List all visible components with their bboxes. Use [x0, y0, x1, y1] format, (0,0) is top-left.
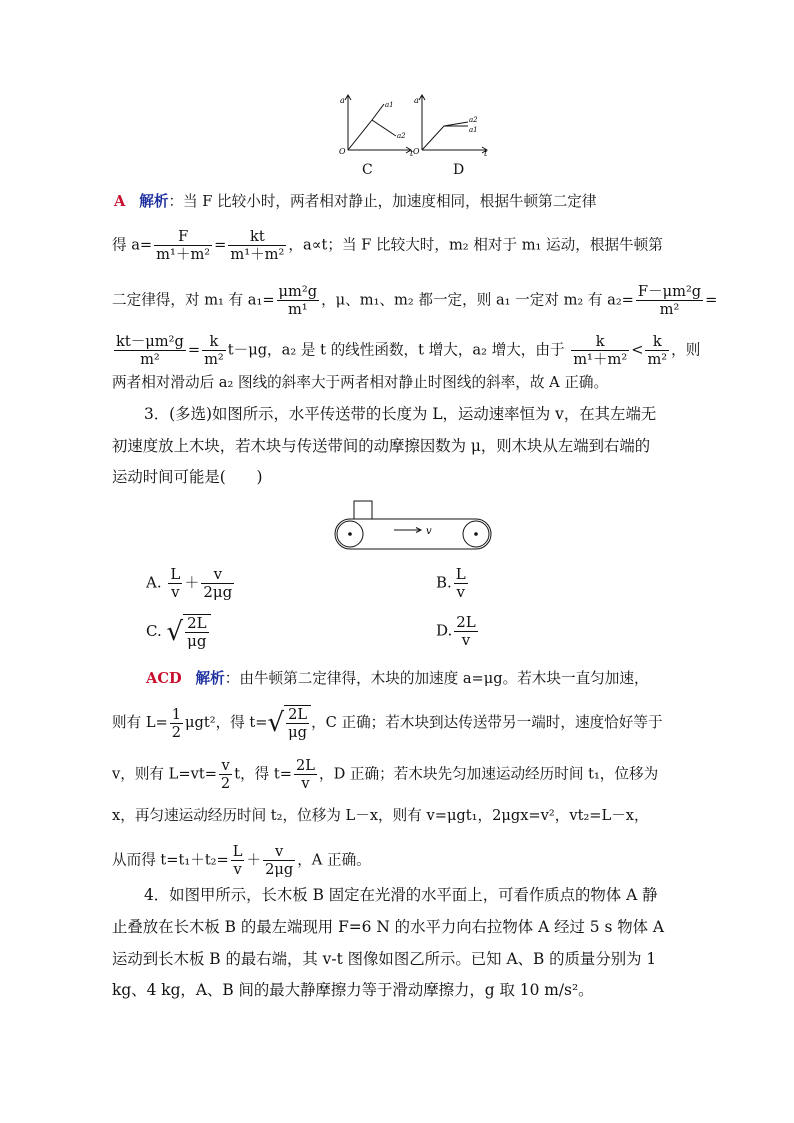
q3-stem-line2: 初速度放上木块，若木块与传送带间的动摩擦因数为 μ，则木块从左端到右端的 [112, 437, 651, 455]
belt-velocity-label: v [426, 526, 432, 537]
q4-stem-line1: 4．如图甲所示，长木板 B 固定在光滑的水平面上，可看作质点的物体 A 静 [144, 886, 658, 904]
q2-solution-line3: 二定律得，对 m₁ 有 a₁= $\frac{\text{μm²g}}{\text{m¹}}$ ，μ、m₁、m₂ 都一定，则 a₁ 一定对 m₂ 有 a₂= $\frac{\text{F－μm²g}}{\text{m²}}$ = [112, 283, 718, 318]
graph-d [412, 92, 492, 156]
graph-c-curve2-label: a2 [397, 132, 406, 140]
option-a[interactable]: A. $\frac{L}{v}$ ＋ $\frac{v}{2\mu g}$ [146, 565, 233, 601]
option-b[interactable]: B. $\frac{L}{v}$ [436, 565, 466, 601]
graph-c [336, 92, 416, 156]
conveyor-belt-figure [334, 499, 494, 551]
graph-d-curve1-label: a2 [469, 116, 478, 124]
graph-c-curve1-label: a1 [385, 101, 394, 109]
answer-tag-q3: ACD [146, 670, 182, 687]
graph-d-ylabel: a [414, 96, 419, 105]
analysis-tag-q3: 解析 [195, 670, 225, 687]
q3-solution-line3: v，则有 L=vt= $\frac{v}{2}$ t，得 t= $\frac{2L}{v}$ ，D 正确；若木块先匀加速运动经历时间 t₁，位移为 [112, 757, 659, 792]
graph-d-xlabel: t [484, 149, 488, 156]
graph-d-origin: O [413, 147, 420, 156]
q4-stem-line3: 运动到长木板 B 的最右端，其 v-t 图像如图乙所示。已知 A、B 的质量分别为 1 [112, 950, 657, 968]
q4-stem-line2: 止叠放在长木板 B 的最左端现用 F=6 N 的水平力向右拉物体 A 经过 5 s 物体 A [112, 918, 665, 936]
q2-solution-line2: 得 a= $\frac{F}{\text{m¹＋m²}}$ = $\frac{kt}{\text{m¹＋m²}}$ ，a∝t；当 F 比较大时，m₂ 相对于 m₁ 运动，根据牛顿第 [112, 228, 663, 263]
q4-stem-line4: kg、4 kg，A、B 间的最大静摩擦力等于滑动摩擦力，g 取 10 m/s²。 [112, 981, 594, 999]
q3-solution-line1: ACD 解析：由牛顿第二定律得，木块的加速度 a=μg。若木块一直匀加速， [146, 670, 649, 687]
option-d[interactable]: D. $\frac{2L}{v}$ [436, 613, 476, 649]
analysis-tag: 解析 [139, 193, 169, 210]
caption-c: C [362, 162, 373, 178]
option-c[interactable]: C. √ $\frac{2L}{\mu g}$ [146, 614, 211, 650]
caption-d: D [453, 162, 465, 178]
q3-stem-line1: 3．(多选)如图所示，水平传送带的长度为 L，运动速率恒为 v，在其左端无 [144, 405, 657, 423]
graph-c-ylabel: a [340, 96, 345, 105]
graph-d-curve2-label: a1 [469, 126, 478, 134]
q3-solution-line5: 从而得 t=t₁＋t₂= $\frac{L}{v}$ ＋ $\frac{v}{2\mu g}$ ，A 正确。 [112, 843, 371, 878]
q2-solution-line4: $\frac{\text{kt－μm²g}}{\text{m²}}$ = $\frac{k}{\text{m²}}$ t－μg，a₂ 是 t 的线性函数，t 增大，a₂ 增大，由于 $\frac{k}{\text{m¹＋m²}}$ < $\frac{k}{\text{m²}}$ ，则 [116, 333, 701, 368]
q3-solution-line2: 则有 L= $\frac{1}{2}$ μgt²，得 t=√ $\frac{2L}{\mu g}$ ，C 正确；若木块到达传送带另一端时，速度恰好等于 [112, 705, 663, 741]
answer-tag: A [114, 193, 126, 210]
graph-c-origin: O [339, 147, 346, 156]
q2-solution-line1: A 解析：当 F 比较小时，两者相对静止，加速度相同，根据牛顿第二定律 [114, 193, 597, 210]
q3-stem-line3: 运动时间可能是( ) [112, 468, 263, 486]
graph-c-xlabel: t [410, 149, 414, 156]
q2-solution-line5: 两者相对滑动后 a₂ 图线的斜率大于两者相对静止时图线的斜率，故 A 正确。 [112, 374, 609, 391]
q3-solution-line4: x，再匀速运动经历时间 t₂，位移为 L－x，则有 v=μgt₁，2μgx=v²，vt₂=L－x， [112, 807, 649, 824]
